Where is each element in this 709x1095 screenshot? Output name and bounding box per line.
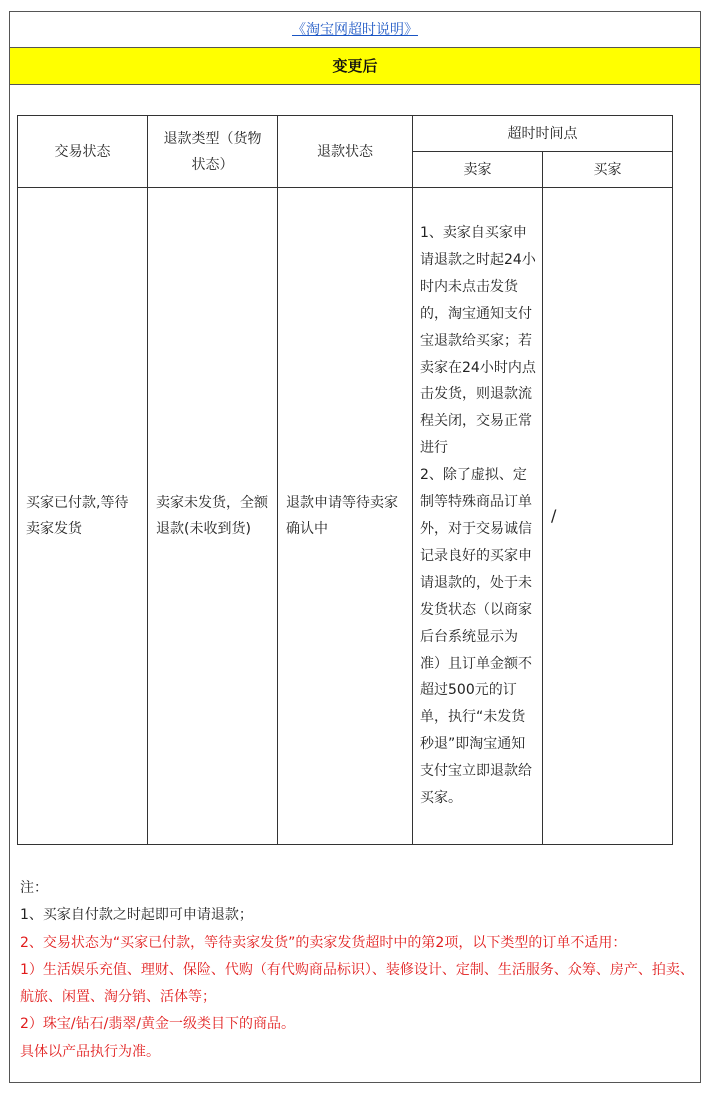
header-refund-status: 退款状态 [278, 116, 413, 188]
notes-label: 注： [20, 880, 48, 896]
header-trade-status: 交易状态 [18, 116, 148, 188]
note-line-2: 2、交易状态为“买家已付款，等待卖家发货”的卖家发货超时中的第2项，以下类型的订单不适用： [20, 934, 627, 951]
cell-refund-type: 卖家未发货，全额退款(未收到货) [148, 188, 278, 845]
link-row [10, 12, 700, 48]
notes-section [20, 875, 700, 1066]
timeout-policy-link[interactable]: 《淘宝网超时说明》 [292, 22, 418, 38]
header-buyer: 买家 [543, 152, 673, 188]
cell-trade-status: 买家已付款,等待卖家发货 [18, 188, 148, 845]
banner-title: 变更后 [10, 48, 700, 85]
header-timeout-point: 超时时间点 [413, 116, 673, 152]
note-line-5: 具体以产品执行为准。 [20, 1043, 160, 1060]
header-seller: 卖家 [413, 152, 543, 188]
note-line-4: 2）珠宝/钻石/翡翠/黄金一级类目下的商品。 [20, 1016, 296, 1033]
cell-seller-rules [413, 188, 543, 845]
cell-refund-status: 退款申请等待卖家确认中 [278, 188, 413, 845]
note-line-3: 1）生活娱乐充值、理财、保险、代购（有代购商品标识）、装修设计、定制、生活服务、众筹、房产、拍卖、航旅、闲置、淘分销、活体等； [20, 961, 694, 1006]
cell-buyer: / [543, 188, 673, 845]
timeout-table [17, 115, 673, 845]
note-line-1: 1、买家自付款之时起即可申请退款； [20, 907, 253, 924]
header-refund-type: 退款类型（货物状态） [148, 116, 278, 188]
policy-frame [9, 11, 701, 1083]
seller-rules-text: 1、卖家自买家申请退款之时起24小时内未点击发货的，淘宝通知支付宝退款给买家；若卖家在24小时内点击发货，则退款流程关闭，交易正常进行 2、除了虚拟、定制等特殊商品订单外，对于交易诚信记录良好的买家申请退款的，处于未发货状态（以商家后台系统显示为准）且订单金额不超过500元的订单，执行“未发货秒退”即淘宝通知支付宝立即退款给买家。 [420, 225, 536, 807]
content-area [10, 85, 700, 1083]
